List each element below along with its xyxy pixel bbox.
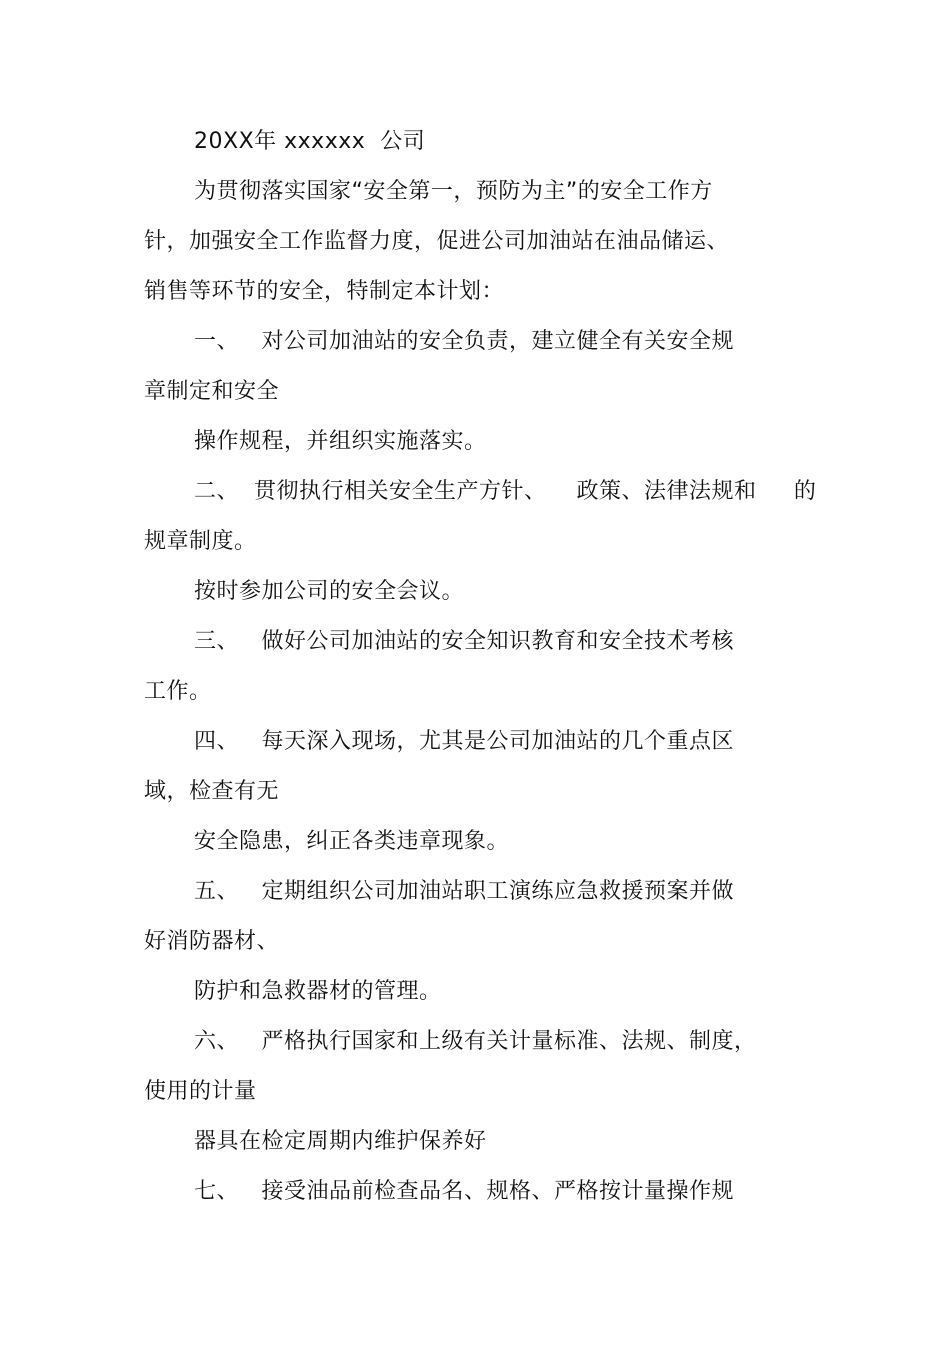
item-3-line-1: 三、 做好公司加油站的安全知识教育和安全技术考核 xyxy=(194,629,734,654)
item-2-line-1: 二、 贯彻执行相关安全生产方针、 政策、法律法规和 的 xyxy=(194,479,817,504)
intro-line-2: 针，加强安全工作监督力度，促进公司加油站在油品储运、 xyxy=(144,229,730,254)
item-4-line-1: 四、 每天深入现场，尤其是公司加油站的几个重点区 xyxy=(194,729,734,754)
item-1-line-2: 章制定和安全 xyxy=(144,379,280,404)
header-line: 20XX年 xxxxxx 公司 xyxy=(194,129,426,154)
item-4-line-3: 安全隐患，纠正各类违章现象。 xyxy=(194,829,510,854)
intro-line-3: 销售等环节的安全，特制定本计划： xyxy=(144,279,505,304)
item-5-line-2: 好消防器材、 xyxy=(144,929,280,954)
item-4-line-2: 域，检查有无 xyxy=(144,779,280,804)
item-5-line-3: 防护和急救器材的管理。 xyxy=(194,979,442,1004)
item-2-line-2: 规章制度。 xyxy=(144,529,257,554)
item-7-line-1: 七、 接受油品前检查品名、规格、严格按计量操作规 xyxy=(194,1179,734,1204)
intro-line-1: 为贯彻落实国家“安全第一，预防为主”的安全工作方 xyxy=(194,179,713,204)
item-5-line-1: 五、 定期组织公司加油站职工演练应急救援预案并做 xyxy=(194,879,734,904)
item-6-line-3: 器具在检定周期内维护保养好 xyxy=(194,1129,487,1154)
item-1-line-3: 操作规程，并组织实施落实。 xyxy=(194,429,487,454)
item-3-line-2: 工作。 xyxy=(144,679,212,704)
item-2-line-3: 按时参加公司的安全会议。 xyxy=(194,579,465,604)
item-6-line-1: 六、 严格执行国家和上级有关计量标准、法规、制度， xyxy=(194,1029,757,1054)
item-1-line-1: 一、 对公司加油站的安全负责，建立健全有关安全规 xyxy=(194,329,734,354)
item-6-line-2: 使用的计量 xyxy=(144,1079,257,1104)
